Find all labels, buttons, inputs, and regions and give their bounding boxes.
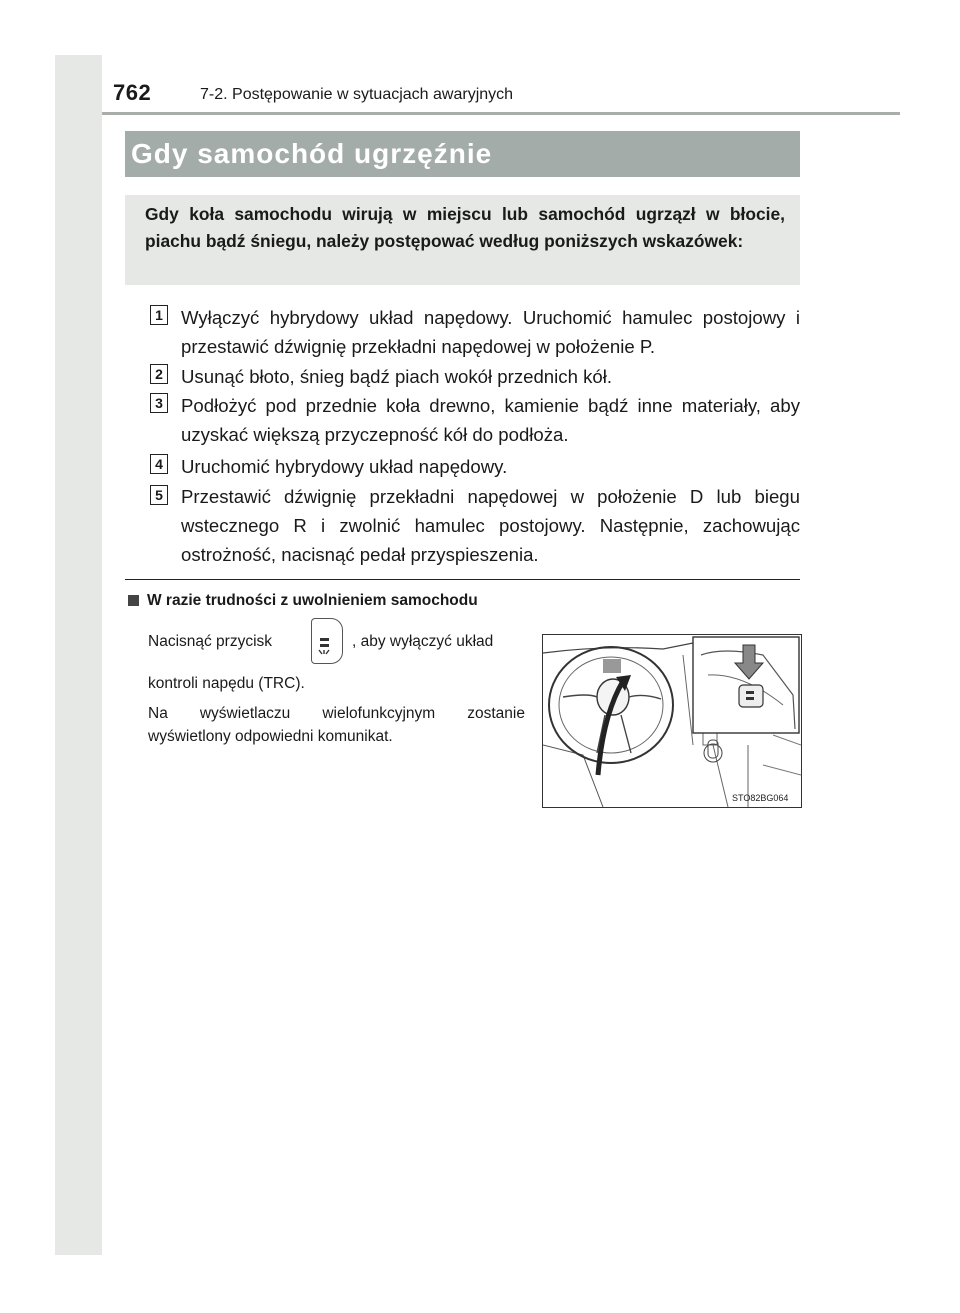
step-text: Wyłączyć hybrydowy układ napędowy. Uruchomić hamulec postojowy i przestawić dźwignię przekładni napędowej w położenie P. — [181, 307, 800, 357]
chapter-title: 7-2. Postępowanie w sytuacjach awaryjnych — [200, 86, 514, 103]
step-number: 5 — [150, 485, 168, 505]
step-text: Uruchomić hybrydowy układ napędowy. — [181, 456, 508, 477]
side-strip — [55, 55, 102, 1255]
press-text-after: , aby wyłączyć układ — [352, 633, 494, 650]
step-text: Usunąć błoto, śnieg bądź piach wokół przednich kół. — [181, 366, 613, 387]
display-note: Na wyświetlaczu wielofunkcyjnym zostanie wyświetlony odpowiedni komunikat. — [148, 705, 525, 745]
heading-square-bullet — [128, 595, 139, 606]
dashboard-steering-wheel-illustration — [542, 634, 802, 808]
step-number: 2 — [150, 364, 168, 384]
step-text: Przestawić dźwignię przekładni napędowej w położenie D lub biegu wstecznego R i zwolnić hamulec postojowy. Następnie, zachowując ostrożność, nacisnąć pedał przyspieszenia. — [181, 486, 800, 565]
section-divider — [125, 579, 800, 580]
trc-off-button-icon — [311, 618, 343, 664]
press-text-line2: kontroli napędu (TRC). — [148, 675, 305, 692]
step-text: Podłożyć pod przednie koła drewno, kamienie bądź inne materiały, aby uzyskać większą przyczepność kół do podłoża. — [181, 395, 800, 445]
section-title: Gdy samochód ugrzęźnie — [131, 138, 493, 169]
illustration-code: STO82BG064 — [732, 793, 789, 803]
step-number: 3 — [150, 393, 168, 413]
press-text-before: Nacisnąć przycisk — [148, 633, 273, 650]
page-number: 762 — [113, 80, 152, 105]
subsection-heading: W razie trudności z uwolnieniem samochodu — [147, 592, 478, 609]
step-number: 4 — [150, 454, 168, 474]
header-rule — [102, 112, 900, 115]
step-number: 1 — [150, 305, 168, 325]
intro-text: Gdy koła samochodu wirują w miejscu lub samochód ugrzązł w błocie, piachu bądź śniegu, należy postępować według poniższych wskazówek: — [145, 204, 785, 251]
